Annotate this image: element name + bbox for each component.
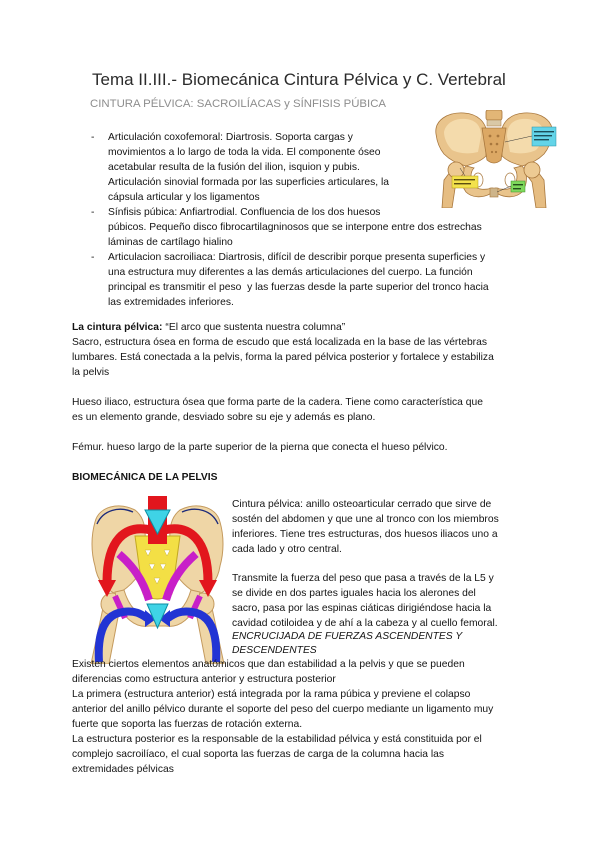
paragraph-line: Sacro, estructura ósea en forma de escudo que está localizada en la base de las vértebras xyxy=(72,337,487,348)
paragraph-line: Existen ciertos elementos anatómicos que dan estabilidad a la pelvis y que se pueden xyxy=(72,659,465,670)
bullet-line: una estructura muy diferentes a las demás articulaciones del cuerpo. La función xyxy=(108,267,473,278)
spine-and-sacrum xyxy=(482,110,506,197)
bullet-line: las extremidades inferiores. xyxy=(108,297,234,308)
bullet-marker: - xyxy=(91,252,95,263)
paragraph-line: La estructura posterior es la responsable de la estabilidad pélvica y está constituida por el xyxy=(72,734,482,745)
bullet-marker: - xyxy=(91,132,95,143)
biomecanica-intro xyxy=(232,497,499,557)
cintura-paragraph xyxy=(72,320,494,380)
bullet-item-sacroiliaca xyxy=(91,250,489,310)
paragraph-line: se divide en dos partes iguales hacia los alerones del xyxy=(232,588,476,599)
paragraph-line: Fémur. hueso largo de la parte superior de la pierna que conecta el hueso pélvico. xyxy=(72,442,448,453)
bullet-line: principal es transmitir el peso y las fuerzas desde la parte superior del tronco hacia xyxy=(108,282,489,293)
estabilidad-paragraph xyxy=(72,657,493,777)
bullet-line: Articulacion sacroiliaca: Diartrosis, difícil de describir porque presenta superficies y xyxy=(108,252,486,263)
paragraph-line: sostén del abdomen y que une al tronco con los miembros xyxy=(232,514,499,525)
paragraph-line: Hueso iliaco, estructura ósea que forma parte de la cadera. Tiene como característica que xyxy=(72,397,483,408)
bullet-line: púbicos. Pequeño disco fibrocartilagninosos que se interpone entre dos estrechas xyxy=(108,222,482,233)
cintura-label: La cintura pélvica: xyxy=(72,322,163,333)
paragraph-line: lumbares. Está conectada a la pelvis, forma la pared pélvica posterior y fortalece y estabiliza xyxy=(72,352,494,363)
paragraph-line xyxy=(72,320,494,335)
paragraph-line: inferiores. Tiene tres estructuras, dos huesos iliacos uno a xyxy=(232,529,498,540)
paragraph-line: Transmite la fuerza del peso que pasa a través de la L5 y xyxy=(232,573,494,584)
paragraph-line: sacro, pasa por las espinas ciáticas dirigiéndose hacia la xyxy=(232,603,492,614)
bullet-item-coxofemoral xyxy=(91,130,389,205)
paragraph-line: Cintura pélvica: anillo osteoarticular cerrado que sirve de xyxy=(232,499,492,510)
paragraph-line: cavidad cotiloidea y de ahí a la cabeza y al cuello femoral. xyxy=(232,618,498,629)
paragraph-line: extremidades pélvicas xyxy=(72,764,174,775)
bullet-marker: - xyxy=(91,207,95,218)
label-box-green xyxy=(497,181,525,192)
cintura-quote: “El arco que sustenta nuestra columna” xyxy=(165,322,346,333)
biomecanica-heading: BIOMECÁNICA DE LA PELVIS xyxy=(72,472,218,483)
pelvis-anatomy-illustration xyxy=(430,110,558,208)
page-title: Tema II.III.- Biomecánica Cintura Pélvica y C. Vertebral xyxy=(92,70,506,89)
bullet-line: Sínfisis púbica: Anfiartrodial. Confluencia de los dos huesos xyxy=(108,207,381,218)
paragraph-line: fuerte que soporta las fuerzas de rotación externa. xyxy=(72,719,303,730)
paragraph-line: DESCENDENTES xyxy=(232,645,317,656)
paragraph-line: diferencias como estructura anterior y estructura posterior xyxy=(72,674,336,685)
bullet-line: cápsula articular y los ligamentos xyxy=(108,192,260,203)
paragraph-line: la pelvis xyxy=(72,367,110,378)
paragraph-line: ENCRUCIJADA DE FUERZAS ASCENDENTES Y xyxy=(232,631,463,642)
encrucijada-note xyxy=(232,630,462,658)
bullet-line: acetabular resulta de la fusión del ilion, isquion y pubis. xyxy=(108,162,360,173)
paragraph-line: cada lado y otro central. xyxy=(232,544,342,555)
bullet-item-sinfisis xyxy=(91,205,482,250)
section-subtitle: CINTURA PÉLVICA: SACROILÍACAS y SÍNFISIS PÚBICA xyxy=(90,98,387,110)
paragraph-line: anterior del anillo pélvico durante el soporte del peso del cuerpo mediante un ligamento muy xyxy=(72,704,494,715)
bullet-line: Articulación sinovial formada por las superficies articulares, la xyxy=(108,177,389,188)
femur-paragraph xyxy=(72,440,448,455)
hueso-iliaco-paragraph xyxy=(72,395,483,425)
bullet-line: láminas de cartílago hialino xyxy=(108,237,233,248)
bullet-line: Articulación coxofemoral: Diartrosis. Soporta cargas y xyxy=(108,132,353,143)
paragraph-line: es un elemento grande, desviado sobre su eje y además es plano. xyxy=(72,412,376,423)
paragraph-line: La primera (estructura anterior) está integrada por la rama púbica y previene el colapso xyxy=(72,689,471,700)
bullet-line: movimientos a lo largo de toda la vida. El componente óseo xyxy=(108,147,381,158)
biomecanica-transmite xyxy=(232,571,498,631)
pelvis-left-half xyxy=(436,113,492,208)
paragraph-line: complejo sacroilíaco, el cual soporta las fuerzas de carga de la columna hacia las xyxy=(72,749,445,760)
pelvis-force-diagram xyxy=(85,496,230,664)
